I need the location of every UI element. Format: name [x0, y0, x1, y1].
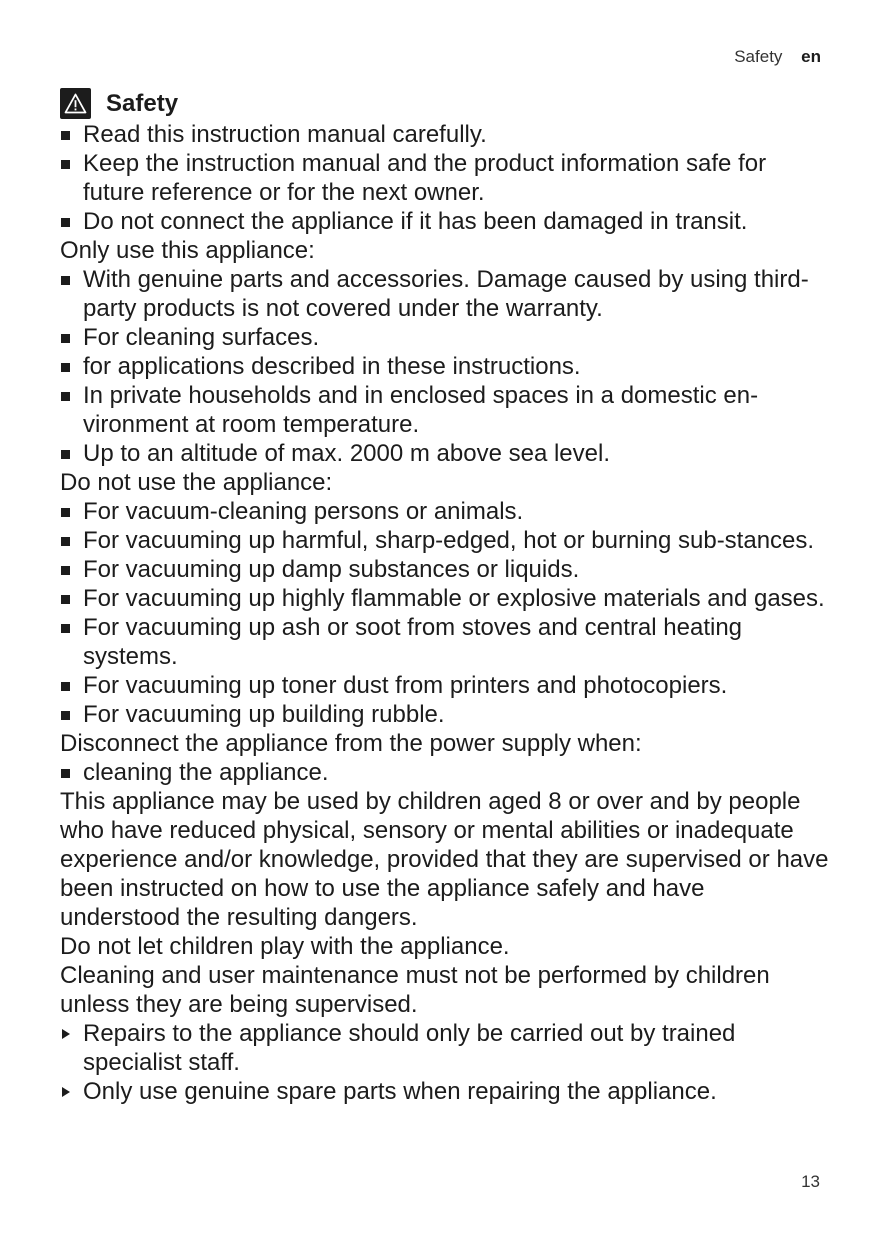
list-item: With genuine parts and accessories. Damage caused by using third-party products is not covered under the warranty. — [60, 265, 830, 323]
square-bullet-icon — [61, 566, 70, 575]
page-number: 13 — [801, 1172, 820, 1191]
list-item: For vacuuming up toner dust from printers and photocopiers. — [60, 671, 830, 700]
square-bullet-icon — [61, 276, 70, 285]
list-item: Up to an altitude of max. 2000 m above sea level. — [60, 439, 830, 468]
do-not-use-intro: Do not use the appliance: — [60, 469, 333, 496]
section-title: Safety — [106, 89, 179, 117]
list-item: Read this instruction manual carefully. — [60, 120, 830, 149]
list-item: Only use genuine spare parts when repairing the appliance. — [60, 1077, 830, 1106]
square-bullet-icon — [61, 131, 70, 140]
children-play-paragraph: Do not let children play with the appliance. — [60, 933, 510, 960]
square-bullet-icon — [61, 624, 70, 633]
do-not-use-bullet-list — [60, 497, 830, 729]
list-item: For vacuuming up building rubble. — [60, 700, 830, 729]
square-bullet-icon — [61, 508, 70, 517]
list-item: Keep the instruction manual and the product information safe for future reference or for the next owner. — [60, 149, 830, 207]
list-item: Repairs to the appliance should only be carried out by trained specialist staff. — [60, 1019, 830, 1077]
children-paragraph: This appliance may be used by children aged 8 or over and by people who have reduced physical, sensory or mental abilities or inadequate experience and/or knowledge, provided that they are supervised or have been instructed on how to use the appliance safely and have understood the resulting dangers. — [60, 788, 829, 931]
square-bullet-icon — [61, 218, 70, 227]
list-item: For vacuum-cleaning persons or animals. — [60, 497, 830, 526]
square-bullet-icon — [61, 769, 70, 778]
general-bullet-list — [60, 120, 830, 236]
running-head-section: Safety — [734, 47, 783, 66]
list-item: For vacuuming up ash or soot from stoves and central heating systems. — [60, 613, 830, 671]
list-item: For vacuuming up damp substances or liquids. — [60, 555, 830, 584]
square-bullet-icon — [61, 160, 70, 169]
arrow-bullet-icon — [62, 1029, 70, 1039]
square-bullet-icon — [61, 450, 70, 459]
instruction-list — [60, 1019, 830, 1106]
safety-section — [60, 86, 830, 1106]
list-item: cleaning the appliance. — [60, 758, 830, 787]
children-cleaning-paragraph: Cleaning and user maintenance must not be performed by children unless they are being supervised. — [60, 962, 770, 1018]
only-use-bullet-list — [60, 265, 830, 468]
list-item: In private households and in enclosed spaces in a domestic en-vironment at room temperature. — [60, 381, 830, 439]
running-head — [734, 47, 821, 67]
square-bullet-icon — [61, 711, 70, 720]
section-heading — [60, 86, 830, 120]
arrow-bullet-icon — [62, 1087, 70, 1097]
square-bullet-icon — [61, 595, 70, 604]
disconnect-bullet-list — [60, 758, 830, 787]
square-bullet-icon — [61, 682, 70, 691]
square-bullet-icon — [61, 363, 70, 372]
warning-triangle-icon — [60, 88, 91, 119]
square-bullet-icon — [61, 334, 70, 343]
running-head-language: en — [801, 47, 821, 66]
square-bullet-icon — [61, 392, 70, 401]
list-item: for applications described in these instructions. — [60, 352, 830, 381]
list-item: For vacuuming up harmful, sharp-edged, hot or burning sub-stances. — [60, 526, 830, 555]
list-item: Do not connect the appliance if it has been damaged in transit. — [60, 207, 830, 236]
only-use-intro: Only use this appliance: — [60, 237, 315, 264]
disconnect-intro: Disconnect the appliance from the power supply when: — [60, 730, 642, 757]
square-bullet-icon — [61, 537, 70, 546]
list-item: For vacuuming up highly flammable or explosive materials and gases. — [60, 584, 830, 613]
list-item: For cleaning surfaces. — [60, 323, 830, 352]
